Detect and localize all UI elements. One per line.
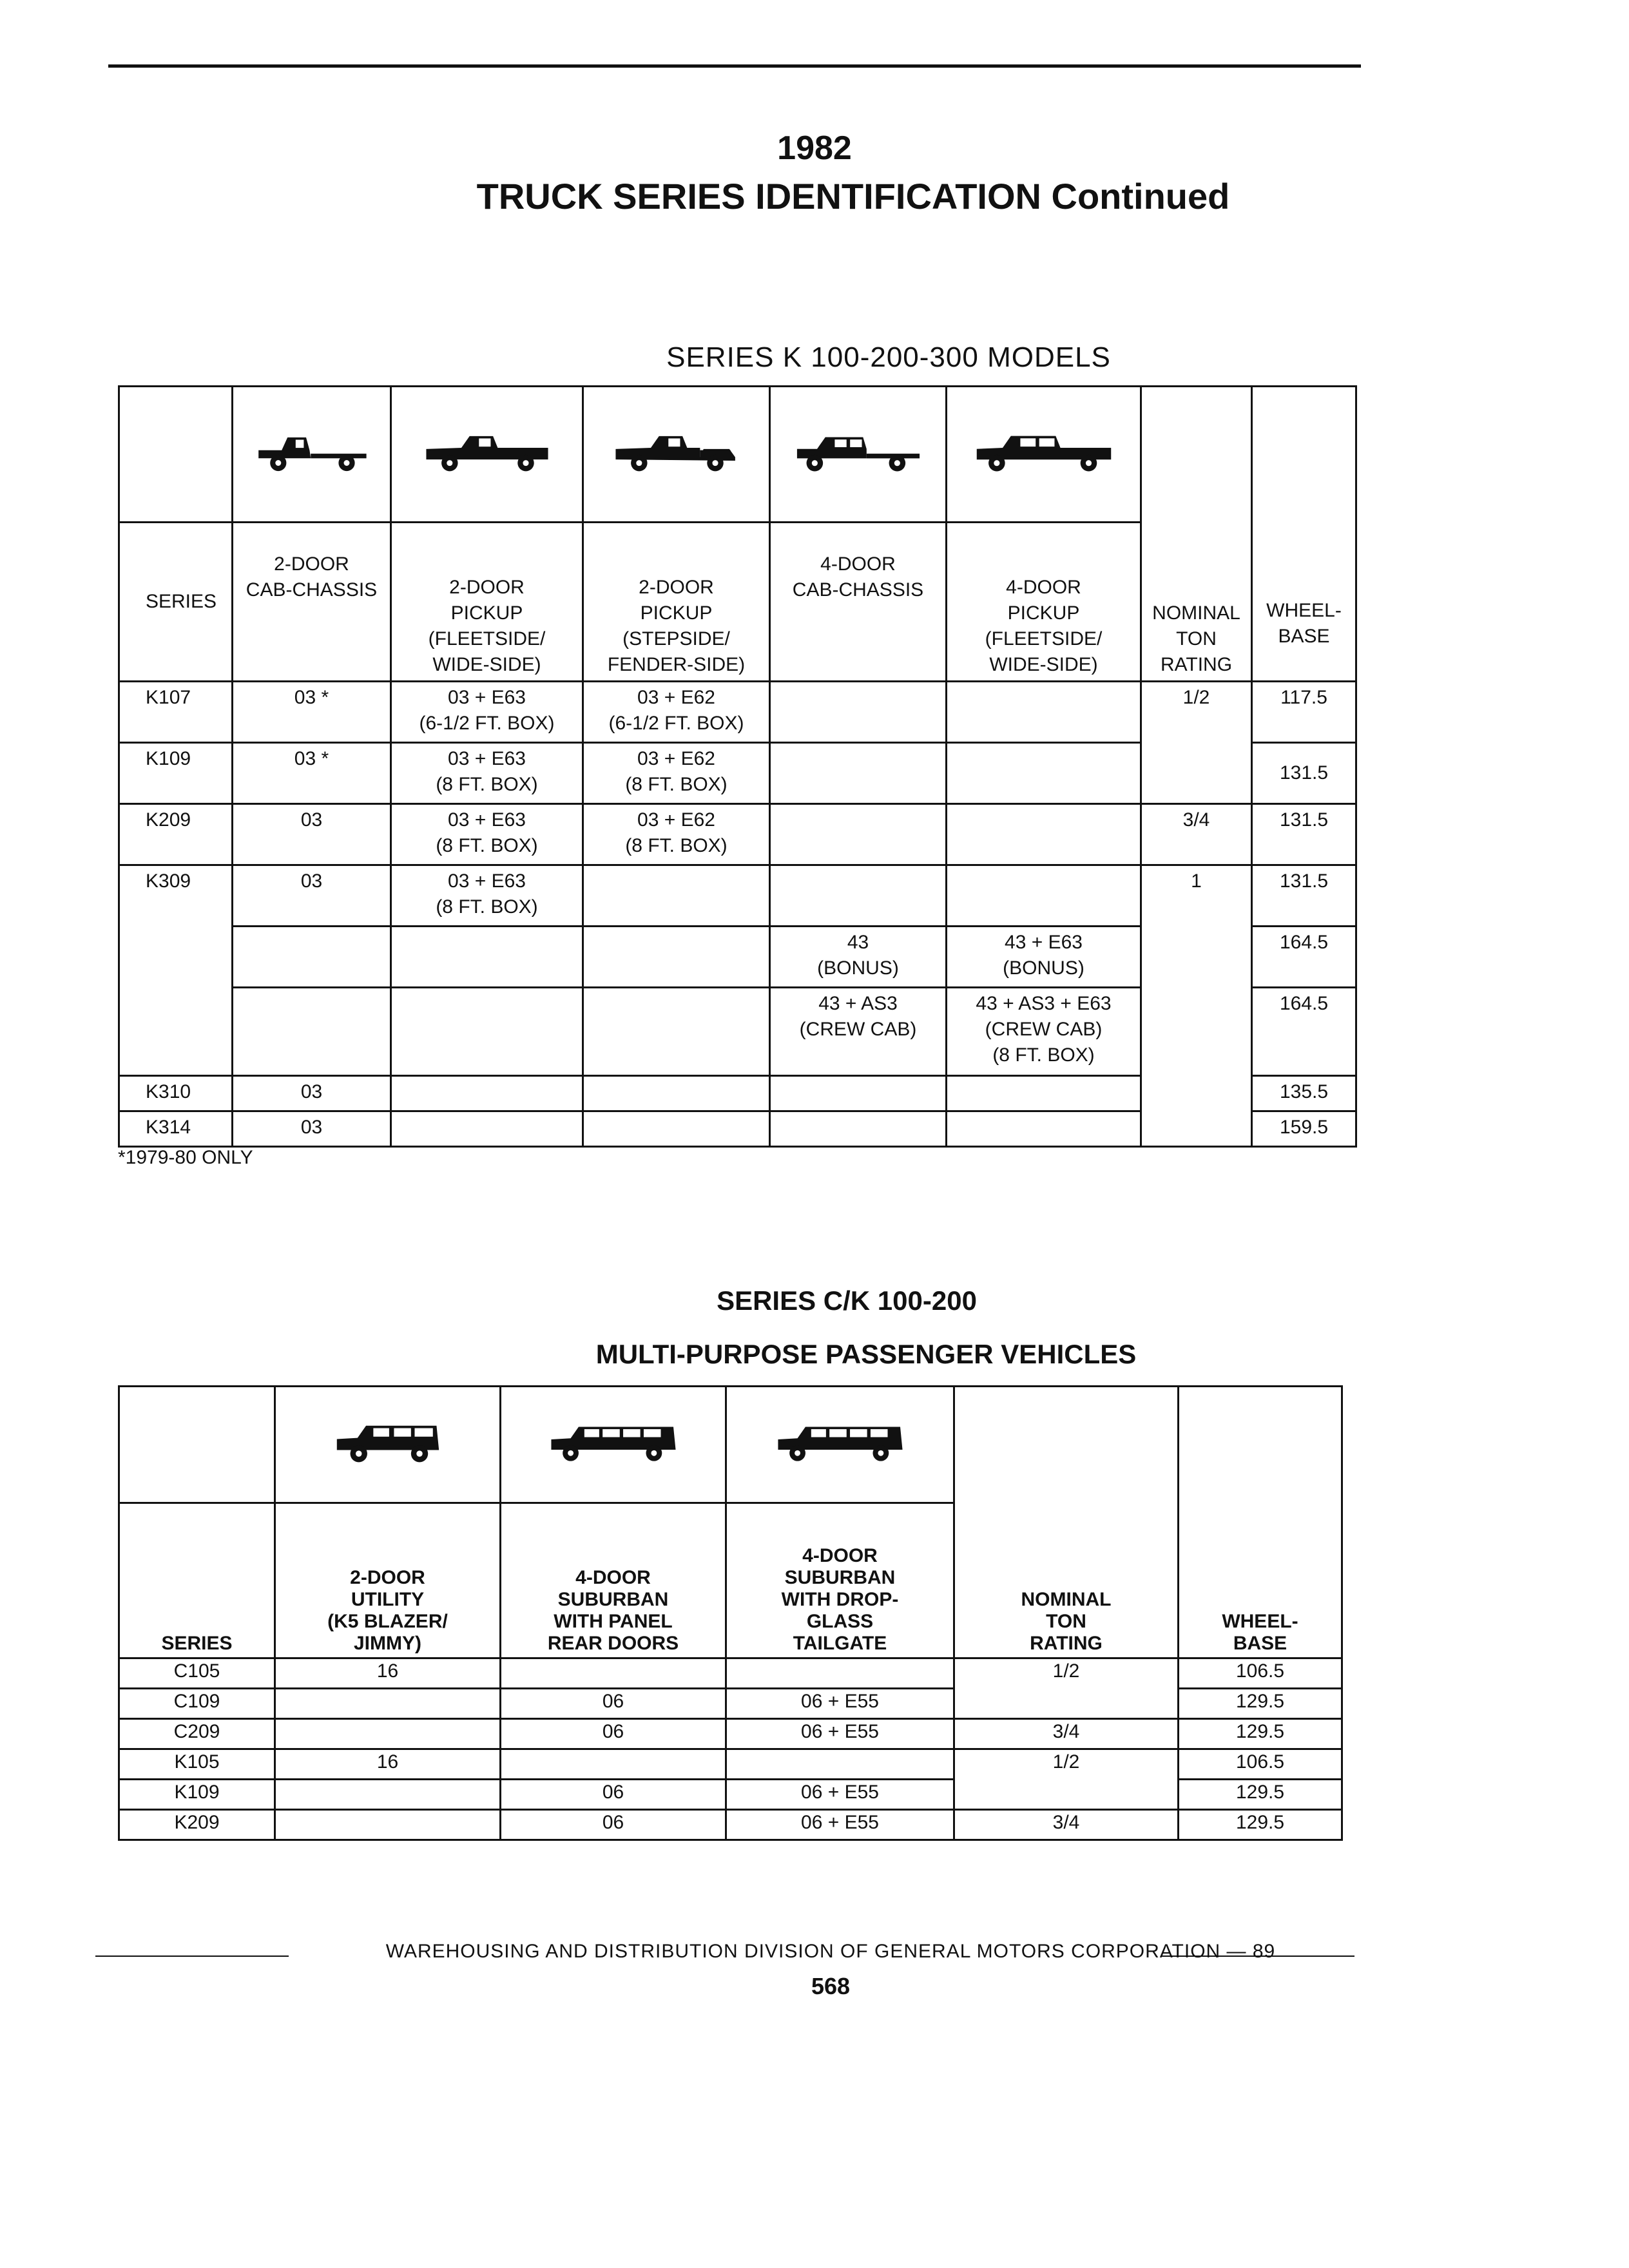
series-header bbox=[119, 523, 233, 682]
cell: 03 bbox=[233, 1076, 391, 1111]
cell bbox=[233, 988, 391, 1076]
header-line: (STEPSIDE/ bbox=[622, 628, 730, 649]
header-line: CAB-CHASSIS bbox=[246, 579, 378, 601]
ton-header-line: RATING bbox=[1160, 654, 1233, 675]
cell bbox=[947, 1111, 1141, 1147]
cell: 06 bbox=[501, 1780, 726, 1810]
series-cell: K309 bbox=[119, 865, 233, 1076]
cell: 03 * bbox=[233, 743, 391, 804]
cell: 06 + E55 bbox=[726, 1719, 954, 1749]
cell: 06 + E55 bbox=[726, 1689, 954, 1719]
cell-line: (BONUS) bbox=[817, 957, 899, 979]
cell bbox=[726, 1749, 954, 1780]
cell bbox=[583, 682, 770, 743]
cell bbox=[233, 927, 391, 988]
cell: 06 bbox=[501, 1719, 726, 1749]
icon-cell bbox=[583, 387, 770, 523]
wheelbase-cell: 129.5 bbox=[1179, 1689, 1342, 1719]
cell bbox=[391, 1111, 583, 1147]
cell-line: (8 FT. BOX) bbox=[625, 774, 728, 795]
wheelbase-cell: 164.5 bbox=[1252, 988, 1356, 1076]
cell bbox=[947, 988, 1141, 1076]
ton-header bbox=[1141, 387, 1252, 682]
cell-line: 03 + E62 bbox=[637, 687, 715, 708]
table-row bbox=[119, 682, 1356, 743]
cell-line: 03 + E62 bbox=[637, 748, 715, 769]
col3-header bbox=[583, 523, 770, 682]
series-cell: K109 bbox=[119, 1780, 275, 1810]
header-line: PICKUP bbox=[640, 602, 713, 624]
page-year: 1982 bbox=[777, 130, 852, 167]
cell bbox=[770, 804, 947, 865]
cell-line: 03 + E62 bbox=[637, 809, 715, 831]
wheelbase-header bbox=[1179, 1387, 1342, 1658]
cell bbox=[770, 1111, 947, 1147]
cell: 03 * bbox=[233, 682, 391, 743]
series-header: SERIES bbox=[119, 1503, 275, 1658]
cell bbox=[391, 927, 583, 988]
header-line: 2-DOOR bbox=[639, 577, 714, 598]
table2-subcaption: MULTI-PURPOSE PASSENGER VEHICLES bbox=[595, 1339, 1137, 1369]
icon-cell bbox=[726, 1387, 954, 1503]
cell-line: 03 + E63 bbox=[448, 687, 526, 708]
cell bbox=[947, 804, 1141, 865]
col4-header bbox=[770, 523, 947, 682]
cell: 03 bbox=[233, 804, 391, 865]
header-line: FENDER-SIDE) bbox=[607, 654, 746, 675]
cell bbox=[583, 1076, 770, 1111]
wheelbase-cell: 117.5 bbox=[1252, 682, 1356, 743]
wheelbase-header bbox=[1252, 387, 1356, 682]
header-line: 4-DOOR bbox=[820, 553, 896, 575]
header-line: PICKUP bbox=[450, 602, 523, 624]
cell-line: (BONUS) bbox=[1003, 957, 1084, 979]
cell: 03 bbox=[233, 865, 391, 927]
wheelbase-cell: 129.5 bbox=[1179, 1810, 1342, 1840]
ton-cell: 3/4 bbox=[1141, 804, 1252, 865]
table-row bbox=[119, 804, 1356, 865]
cell-line: (8 FT. BOX) bbox=[625, 835, 728, 856]
icon-cell bbox=[770, 387, 947, 523]
cell-line: 03 + E63 bbox=[448, 870, 526, 892]
suburban-panel-doors-icon bbox=[546, 1425, 681, 1465]
series-cell: K310 bbox=[119, 1076, 233, 1111]
icon-cell-empty bbox=[119, 1387, 275, 1503]
cell: 16 bbox=[275, 1749, 501, 1780]
page-number: 568 bbox=[811, 1973, 851, 1999]
cell bbox=[583, 804, 770, 865]
table-row bbox=[119, 1658, 1342, 1689]
table1-footnote: *1979-80 ONLY bbox=[118, 1147, 253, 1168]
cell bbox=[583, 743, 770, 804]
series-cell: K109 bbox=[119, 743, 233, 804]
cell bbox=[583, 988, 770, 1076]
series-cell: C209 bbox=[119, 1719, 275, 1749]
icon-cell bbox=[275, 1387, 501, 1503]
wheelbase-cell: 131.5 bbox=[1252, 743, 1356, 804]
cell-line: 43 + AS3 + E63 bbox=[976, 993, 1112, 1014]
col3-header bbox=[726, 1503, 954, 1658]
wheelbase-cell: 131.5 bbox=[1252, 804, 1356, 865]
cell: 06 + E55 bbox=[726, 1780, 954, 1810]
ton-cell: 3/4 bbox=[954, 1719, 1179, 1749]
ton-header-line: NOMINAL bbox=[1152, 602, 1240, 624]
series-cell: K209 bbox=[119, 1810, 275, 1840]
header-line: WITH DROP- bbox=[781, 1589, 899, 1610]
cell-line: (8 FT. BOX) bbox=[436, 835, 538, 856]
cell bbox=[501, 1749, 726, 1780]
series-cell: K105 bbox=[119, 1749, 275, 1780]
cell bbox=[770, 1076, 947, 1111]
cell bbox=[947, 743, 1141, 804]
header-line: WITH PANEL bbox=[554, 1611, 673, 1632]
series-header-label: SERIES bbox=[146, 591, 217, 612]
cell bbox=[947, 682, 1141, 743]
wheelbase-cell: 135.5 bbox=[1252, 1076, 1356, 1111]
cell bbox=[391, 988, 583, 1076]
header-line: 2-DOOR bbox=[350, 1567, 425, 1588]
cell-line: (8 FT. BOX) bbox=[992, 1044, 1095, 1066]
ton-header-line: TON bbox=[1046, 1611, 1086, 1632]
cell bbox=[583, 927, 770, 988]
cell-line: (8 FT. BOX) bbox=[436, 896, 538, 918]
cell: 06 bbox=[501, 1689, 726, 1719]
cell bbox=[391, 1076, 583, 1111]
header-line: 4-DOOR bbox=[802, 1545, 878, 1566]
series-cell: C105 bbox=[119, 1658, 275, 1689]
cell bbox=[391, 865, 583, 927]
wheelbase-cell: 129.5 bbox=[1179, 1719, 1342, 1749]
wheelbase-cell: 106.5 bbox=[1179, 1749, 1342, 1780]
cab-chassis-4door-icon bbox=[791, 434, 926, 475]
wheelbase-header-line: BASE bbox=[1233, 1633, 1287, 1654]
header-line: PICKUP bbox=[1007, 602, 1080, 624]
multipurpose-vehicles-table bbox=[118, 1385, 1343, 1841]
header-line: 2-DOOR bbox=[449, 577, 525, 598]
cell bbox=[770, 682, 947, 743]
icon-cell bbox=[391, 387, 583, 523]
cell bbox=[770, 927, 947, 988]
cell bbox=[275, 1810, 501, 1840]
wheelbase-header-line: BASE bbox=[1278, 626, 1330, 647]
cell bbox=[583, 1111, 770, 1147]
cell bbox=[391, 743, 583, 804]
top-rule bbox=[108, 64, 1361, 68]
col2-header bbox=[501, 1503, 726, 1658]
col5-header bbox=[947, 523, 1141, 682]
series-k-table bbox=[118, 385, 1357, 1148]
cell bbox=[770, 988, 947, 1076]
cell-line: 03 + E63 bbox=[448, 748, 526, 769]
cell-line: 43 + E63 bbox=[1005, 932, 1083, 953]
header-line: SUBURBAN bbox=[784, 1567, 896, 1588]
col2-header bbox=[391, 523, 583, 682]
cell-line: (6-1/2 FT. BOX) bbox=[419, 713, 555, 734]
header-line: CAB-CHASSIS bbox=[792, 579, 924, 601]
icon-cell bbox=[501, 1387, 726, 1503]
ton-cell: 1/2 bbox=[1141, 682, 1252, 804]
header-line: SUBURBAN bbox=[557, 1589, 669, 1610]
footer-text: WAREHOUSING AND DISTRIBUTION DIVISION OF GENERAL MOTORS CORPORATION — 89 bbox=[385, 1941, 1276, 1962]
cell-line: (CREW CAB) bbox=[799, 1019, 917, 1040]
header-line: REAR DOORS bbox=[547, 1633, 679, 1654]
pickup-stepside-2door-icon bbox=[612, 434, 741, 475]
cell bbox=[501, 1658, 726, 1689]
col1-header bbox=[233, 523, 391, 682]
cell bbox=[391, 804, 583, 865]
ton-cell: 3/4 bbox=[954, 1810, 1179, 1840]
ton-header-line: NOMINAL bbox=[1021, 1589, 1112, 1610]
icon-cell-empty bbox=[119, 387, 233, 523]
suburban-tailgate-icon bbox=[773, 1425, 908, 1465]
header-line: WIDE-SIDE) bbox=[432, 654, 541, 675]
cell bbox=[583, 865, 770, 927]
cell bbox=[391, 682, 583, 743]
cell-line: 43 bbox=[847, 932, 869, 953]
table2-caption: SERIES C/K 100-200 bbox=[717, 1285, 977, 1316]
header-line: WIDE-SIDE) bbox=[989, 654, 1098, 675]
pickup-fleetside-4door-icon bbox=[970, 434, 1118, 475]
cell-line: 03 + E63 bbox=[448, 809, 526, 831]
series-cell: C109 bbox=[119, 1689, 275, 1719]
cell bbox=[770, 865, 947, 927]
cell-line: (6-1/2 FT. BOX) bbox=[608, 713, 744, 734]
table-row bbox=[119, 1749, 1342, 1780]
pickup-fleetside-2door-icon bbox=[423, 434, 552, 475]
wheelbase-header-line: WHEEL- bbox=[1222, 1611, 1298, 1632]
series-cell: K209 bbox=[119, 804, 233, 865]
utility-blazer-icon bbox=[330, 1423, 446, 1466]
cell bbox=[275, 1689, 501, 1719]
header-line: JIMMY) bbox=[354, 1633, 421, 1654]
cell: 06 bbox=[501, 1810, 726, 1840]
icon-cell bbox=[233, 387, 391, 523]
cell bbox=[947, 1076, 1141, 1111]
wheelbase-cell: 131.5 bbox=[1252, 865, 1356, 927]
wheelbase-cell: 159.5 bbox=[1252, 1111, 1356, 1147]
header-line: (FLEETSIDE/ bbox=[428, 628, 546, 649]
table-row bbox=[119, 1810, 1342, 1840]
cell bbox=[726, 1658, 954, 1689]
wheelbase-header-line: WHEEL- bbox=[1266, 600, 1342, 621]
cab-chassis-2door-icon bbox=[254, 434, 370, 475]
wheelbase-cell: 106.5 bbox=[1179, 1658, 1342, 1689]
series-cell: K107 bbox=[119, 682, 233, 743]
cell: 03 bbox=[233, 1111, 391, 1147]
ton-cell: 1/2 bbox=[954, 1658, 1179, 1719]
cell bbox=[947, 927, 1141, 988]
table-row bbox=[119, 1719, 1342, 1749]
wheelbase-cell: 129.5 bbox=[1179, 1780, 1342, 1810]
cell-line: (8 FT. BOX) bbox=[436, 774, 538, 795]
header-line: 2-DOOR bbox=[274, 553, 349, 575]
ton-header-line: TON bbox=[1176, 628, 1217, 649]
cell: 06 + E55 bbox=[726, 1810, 954, 1840]
header-line: (K5 BLAZER/ bbox=[327, 1611, 448, 1632]
table-row bbox=[119, 865, 1356, 927]
ton-header-line: RATING bbox=[1030, 1633, 1103, 1654]
cell: 16 bbox=[275, 1658, 501, 1689]
cell bbox=[947, 865, 1141, 927]
cell bbox=[275, 1719, 501, 1749]
header-line: 4-DOOR bbox=[575, 1567, 651, 1588]
header-line: GLASS bbox=[806, 1611, 874, 1632]
icon-cell bbox=[947, 387, 1141, 523]
cell bbox=[275, 1780, 501, 1810]
cell bbox=[770, 743, 947, 804]
cell-line: (CREW CAB) bbox=[985, 1019, 1103, 1040]
header-line: (FLEETSIDE/ bbox=[985, 628, 1103, 649]
series-cell: K314 bbox=[119, 1111, 233, 1147]
ton-cell: 1 bbox=[1141, 865, 1252, 1147]
col1-header bbox=[275, 1503, 501, 1658]
table1-caption: SERIES K 100-200-300 MODELS bbox=[666, 341, 1111, 373]
ton-header bbox=[954, 1387, 1179, 1658]
ton-cell: 1/2 bbox=[954, 1749, 1179, 1810]
page-title: TRUCK SERIES IDENTIFICATION Continued bbox=[476, 176, 1230, 216]
header-line: TAILGATE bbox=[793, 1633, 887, 1654]
header-line: UTILITY bbox=[351, 1589, 425, 1610]
header-line: 4-DOOR bbox=[1006, 577, 1081, 598]
cell-line: 43 + AS3 bbox=[818, 993, 898, 1014]
wheelbase-cell: 164.5 bbox=[1252, 927, 1356, 988]
